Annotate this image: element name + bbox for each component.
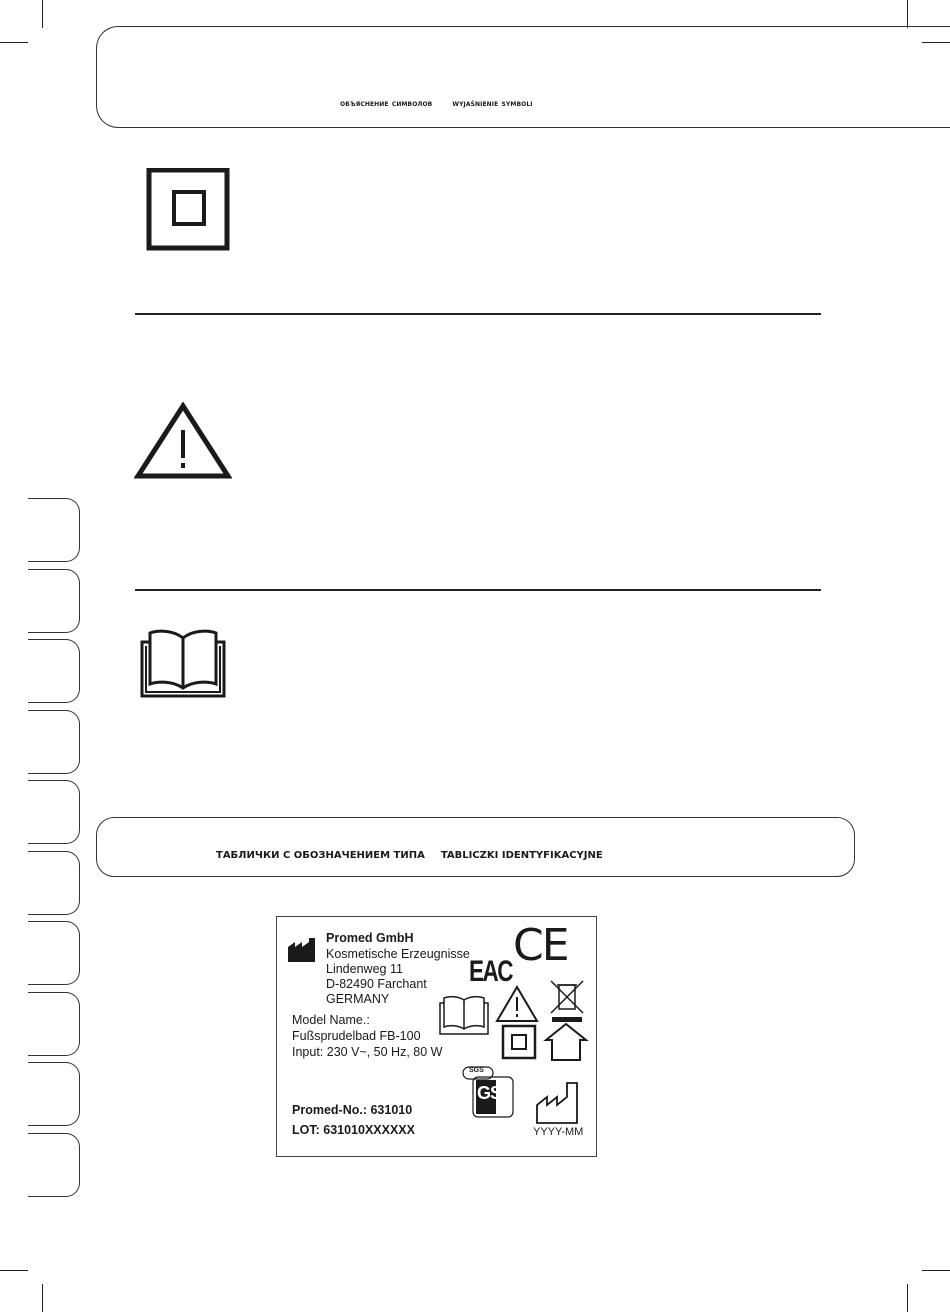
address-line: Kosmetische Erzeugnisse <box>326 947 470 961</box>
side-tab[interactable] <box>28 992 80 1056</box>
weee-bin-icon <box>547 979 587 1023</box>
side-tab[interactable] <box>28 569 80 633</box>
crop-mark <box>42 0 43 28</box>
section-title-ru: ТАБЛИЧКИ С ОБОЗНАЧЕНИЕМ ТИПА <box>216 850 425 861</box>
crop-mark <box>922 1270 950 1271</box>
manufacture-date: YYYY-MM <box>533 1126 584 1138</box>
indoor-use-icon <box>543 1022 589 1062</box>
side-tab[interactable] <box>28 710 80 774</box>
eac-mark: EAC <box>469 955 513 988</box>
warning-triangle-icon <box>495 985 539 1023</box>
double-square-icon <box>501 1024 537 1060</box>
sgs-mark: SGS <box>469 1067 484 1074</box>
address-line: D-82490 Farchant <box>326 977 427 991</box>
promed-number: Promed-No.: 631010 <box>292 1103 413 1117</box>
side-tab[interactable] <box>28 780 80 844</box>
warning-triangle-icon <box>134 402 232 480</box>
manufacturer-icon <box>287 937 317 963</box>
model-label: Model Name.: <box>292 1013 370 1027</box>
side-tab[interactable] <box>28 1133 80 1197</box>
address-line: Lindenweg 11 <box>326 962 403 976</box>
side-tab[interactable] <box>28 498 80 562</box>
open-book-icon <box>136 624 230 702</box>
section-title <box>216 850 603 861</box>
address-line: GERMANY <box>326 992 390 1006</box>
header-frame <box>96 26 950 128</box>
crop-mark <box>42 1284 43 1312</box>
side-tab[interactable] <box>28 1062 80 1126</box>
side-tab[interactable] <box>28 921 80 985</box>
page-title-pl: wyjaśnienie symboli <box>452 99 533 109</box>
page-title-ru: объяснение символов <box>340 99 433 109</box>
crop-mark <box>907 1284 908 1312</box>
divider <box>135 313 821 315</box>
divider <box>135 589 821 591</box>
ce-mark: CE <box>513 920 568 971</box>
page-title <box>340 99 533 109</box>
model-value: Fußsprudelbad FB-100 <box>292 1029 421 1043</box>
input-rating: Input: 230 V~, 50 Hz, 80 W <box>292 1045 443 1059</box>
crop-mark <box>907 0 908 28</box>
open-book-icon <box>437 993 491 1037</box>
lot-number: LOT: 631010XXXXXX <box>292 1123 415 1137</box>
section-title-pl: TABLICZKI IDENTYFIKACYJNE <box>440 850 603 861</box>
side-tab[interactable] <box>28 639 80 703</box>
crop-mark <box>0 42 28 43</box>
company-name: Promed GmbH <box>326 931 414 945</box>
manufacture-date-icon <box>535 1079 585 1125</box>
side-tab[interactable] <box>28 851 80 915</box>
double-square-icon <box>136 168 232 252</box>
crop-mark <box>0 1270 28 1271</box>
gs-mark: GS <box>477 1083 502 1103</box>
rating-plate <box>276 916 597 1157</box>
section-frame <box>96 817 855 877</box>
